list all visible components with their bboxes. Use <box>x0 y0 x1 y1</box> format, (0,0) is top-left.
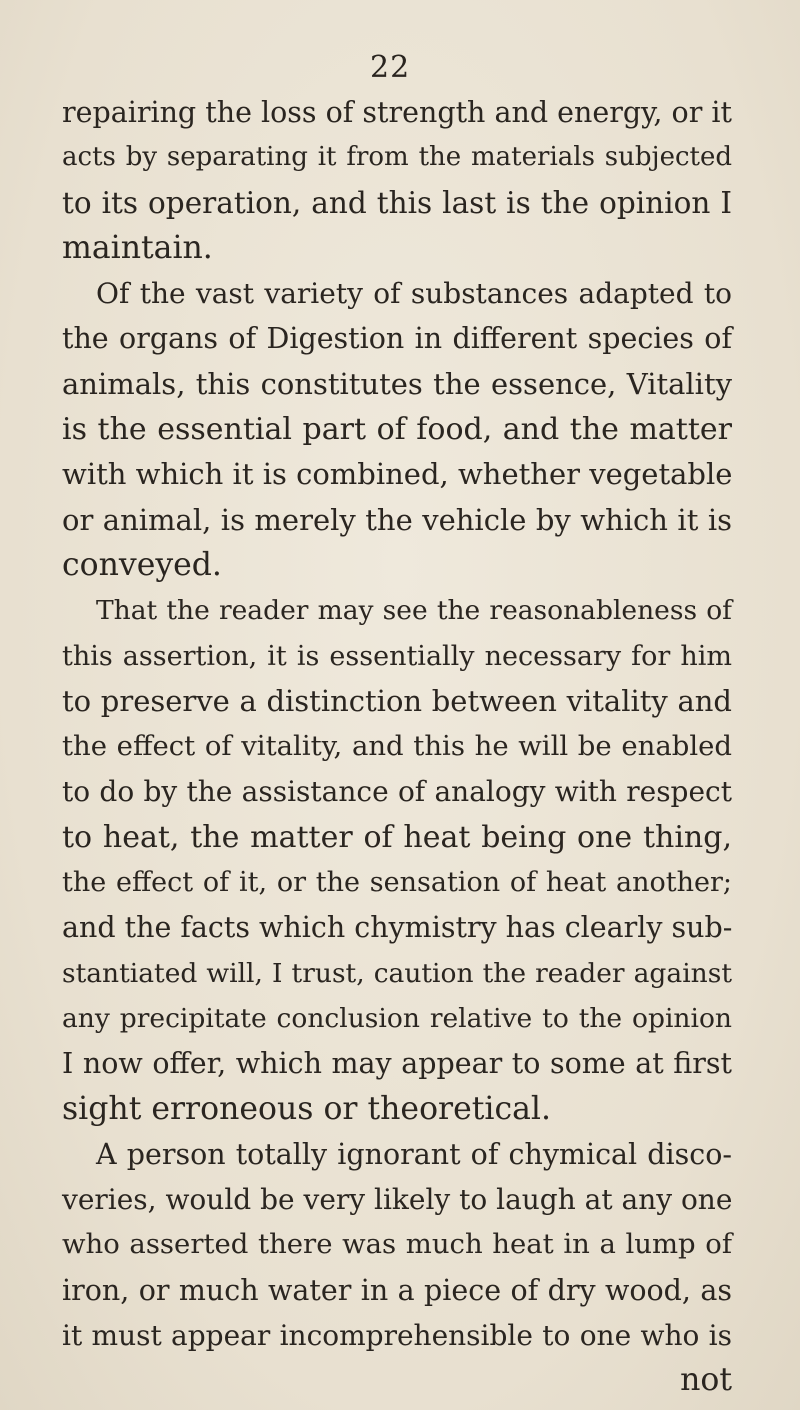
text-line: who asserted there was much heat in a lump of <box>62 1228 732 1261</box>
text-line: to do by the assistance of analogy with respect <box>62 775 732 809</box>
text-line: maintain. <box>62 229 213 266</box>
text-line: A person totally ignorant of chymical disco- <box>96 1137 732 1171</box>
text-line: repairing the loss of strength and energy, or it <box>62 96 732 129</box>
text-line: any precipitate conclusion relative to the opinion <box>62 1002 732 1034</box>
text-line: to heat, the matter of heat being one thing, <box>62 819 732 855</box>
text-line: it must appear incomprehensible to one who is <box>62 1319 732 1353</box>
text-line: is the essential part of food, and the matter <box>62 412 732 448</box>
text-line: iron, or much water in a piece of dry wood, as <box>62 1273 732 1307</box>
text-line: or animal, is merely the vehicle by which it is <box>62 502 732 537</box>
text-line: Of the vast variety of substances adapted to <box>96 277 732 311</box>
text-line: That the reader may see the reasonableness of <box>96 595 732 627</box>
text-line: sight erroneous or theoretical. <box>62 1090 551 1127</box>
text-line: animals, this constitutes the essence, Vitality <box>62 366 732 401</box>
text-line: veries, would be very likely to laugh at any one <box>62 1183 733 1217</box>
catchword: not <box>680 1362 732 1399</box>
text-line: conveyed. <box>62 546 222 583</box>
body-text <box>62 90 732 1404</box>
text-line: I now offer, which may appear to some at first <box>62 1047 732 1081</box>
text-line: the effect of it, or the sensation of heat another; <box>62 867 732 899</box>
text-line: to its operation, and this last is the opinion I <box>62 185 732 220</box>
text-line: this assertion, it is essentially necessary for him <box>62 640 732 672</box>
text-line: to preserve a distinction between vitality and <box>62 683 732 718</box>
text-line: acts by separating it from the materials subjected <box>62 142 732 173</box>
text-line: stantiated will, I trust, caution the reader against <box>62 957 732 989</box>
text-line: with which it is combined, whether vegetable <box>62 457 733 492</box>
text-line: the organs of Digestion in different species of <box>62 322 732 356</box>
text-line: and the facts which chymistry has clearly sub- <box>62 911 733 945</box>
page-number: 22 <box>370 50 411 85</box>
text-line: the effect of vitality, and this he will be enabled <box>62 730 732 763</box>
